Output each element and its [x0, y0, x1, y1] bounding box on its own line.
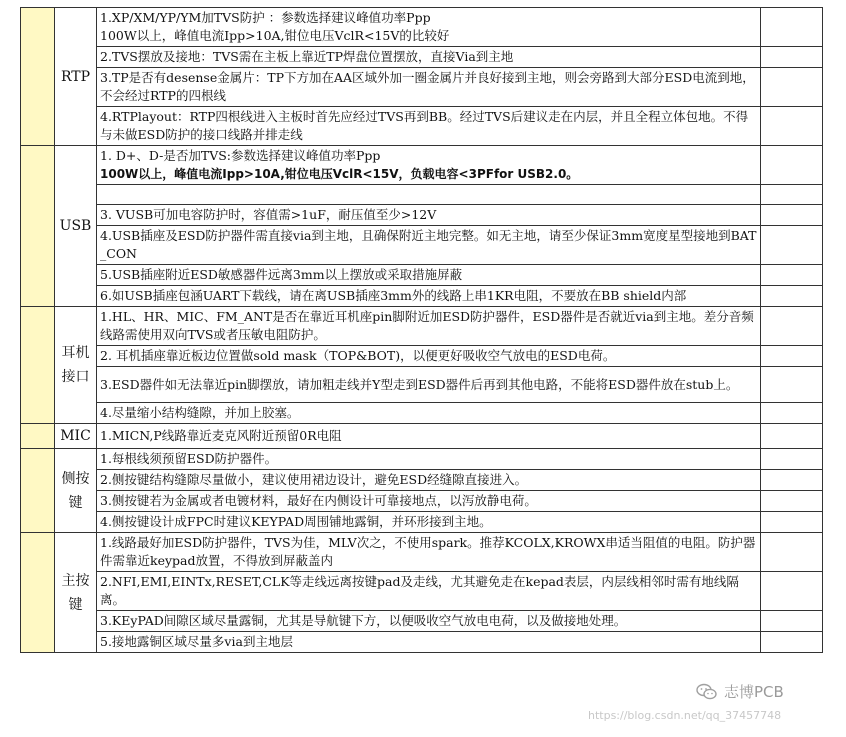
- table-row: [21, 107, 823, 146]
- checklist-item-empty: [97, 185, 761, 205]
- checklist-item: 3.侧按键若为金属或者电镀材料，最好在内侧设计可靠接地点，以泻放静电荷。: [97, 491, 761, 512]
- checklist-item: 3.KEyPAD间隙区域尽量露铜，尤其是导航键下方，以便吸收空气放电电荷，以及做接地处理。: [97, 611, 761, 632]
- checklist-item: 4.尽量缩小结构缝隙，并加上胶塞。: [97, 403, 761, 424]
- result-cell: [761, 107, 823, 146]
- checklist-item: 1.HL、HR、MIC、FM_ANT是否在靠近耳机座pin脚附近加ESD防护器件，ESD器件是否就近via到主地。差分音频线路需使用双向TVS或者压敏电阻防护。: [97, 307, 761, 346]
- result-cell: [761, 146, 823, 185]
- result-cell: [761, 491, 823, 512]
- table-row: [21, 47, 823, 68]
- table-row: [21, 424, 823, 449]
- category-usb: USB: [55, 146, 97, 307]
- watermark-logo: [696, 681, 784, 702]
- row-stripe: [21, 307, 55, 424]
- table-row: [21, 205, 823, 226]
- item-text: 1.XP/XM/YP/YM加TVS防护 ：参数选择建议峰值功率Ppp: [100, 10, 431, 25]
- checklist-item: 4.侧按键设计成FPC时建议KEYPAD周围铺地露铜，并环形接到主地。: [97, 512, 761, 533]
- table-row: [21, 403, 823, 424]
- result-cell: [761, 47, 823, 68]
- checklist-item: 3.TP是否有desense金属片：TP下方加在AA区域外加一圈金属片并良好接到主地，则会旁路到大部分ESD电流到地，不会经过RTP的四根线: [97, 68, 761, 107]
- result-cell: [761, 286, 823, 307]
- esd-checklist-table: [20, 7, 823, 653]
- result-cell: [761, 307, 823, 346]
- result-cell: [761, 205, 823, 226]
- checklist-item: 2.侧按键结构缝隙尽量做小，建议使用裙边设计，避免ESD经缝隙直接进入。: [97, 470, 761, 491]
- table-row: [21, 265, 823, 286]
- table-row: [21, 68, 823, 107]
- checklist-item: 2.TVS摆放及接地：TVS需在主板上靠近TP焊盘位置摆放，直接Via到主地: [97, 47, 761, 68]
- category-side-key: 侧按键: [55, 449, 97, 533]
- category-main-key: 主按键: [55, 533, 97, 653]
- row-stripe: [21, 424, 55, 449]
- result-cell: [761, 367, 823, 403]
- category-rtp: RTP: [55, 8, 97, 146]
- table-row: [21, 572, 823, 611]
- table-row: [21, 449, 823, 470]
- category-earphone: 耳机接口: [55, 307, 97, 424]
- checklist-item: 2.NFI,EMI,EINTx,RESET,CLK等走线远离按键pad及走线，尤其避免走在kepad表层，内层线相邻时需有地线隔离。: [97, 572, 761, 611]
- result-cell: [761, 185, 823, 205]
- checklist-item: 1.MICN,P线路靠近麦克风附近预留0R电阻: [97, 424, 761, 449]
- checklist-item: 5.接地露铜区域尽量多via到主地层: [97, 632, 761, 653]
- result-cell: [761, 68, 823, 107]
- result-cell: [761, 611, 823, 632]
- checklist-item: 4.USB插座及ESD防护器件需直接via到主地，且确保附近主地完整。如无主地，请至少保证3mm宽度星型接地到BAT_CON: [97, 226, 761, 265]
- row-stripe: [21, 533, 55, 653]
- result-cell: [761, 424, 823, 449]
- category-mic: MIC: [55, 424, 97, 449]
- table-row: [21, 146, 823, 185]
- checklist-item: 1.每根线须预留ESD防护器件。: [97, 449, 761, 470]
- watermark-logo-text: 志博PCB: [724, 683, 784, 701]
- result-cell: [761, 449, 823, 470]
- checklist-item: [97, 8, 761, 47]
- table-row: [21, 491, 823, 512]
- table-row: [21, 533, 823, 572]
- result-cell: [761, 403, 823, 424]
- wechat-icon: [696, 683, 718, 701]
- table-row: [21, 226, 823, 265]
- item-text: 100W以上，峰值电流Ipp>10A,钳位电压VclR<15V，负载电容<3PFfor USB2.0。: [100, 167, 579, 181]
- watermark-url: https://blog.csdn.net/qq_37457748: [588, 709, 782, 722]
- result-cell: [761, 346, 823, 367]
- row-stripe: [21, 8, 55, 146]
- result-cell: [761, 572, 823, 611]
- table-row: [21, 611, 823, 632]
- table-row: [21, 8, 823, 47]
- row-stripe: [21, 449, 55, 533]
- checklist-item: 5.USB插座附近ESD敏感器件远离3mm以上摆放或采取措施屏蔽: [97, 265, 761, 286]
- result-cell: [761, 533, 823, 572]
- table-row: [21, 512, 823, 533]
- row-stripe: [21, 146, 55, 307]
- table-row: [21, 286, 823, 307]
- table-row: [21, 185, 823, 205]
- checklist-item: 3.ESD器件如无法靠近pin脚摆放，请加粗走线并Y型走到ESD器件后再到其他电路，不能将ESD器件放在stub上。: [97, 367, 761, 403]
- result-cell: [761, 265, 823, 286]
- checklist-item: 2. 耳机插座靠近板边位置做sold mask（TOP&BOT)，以便更好吸收空气放电的ESD电荷。: [97, 346, 761, 367]
- table-row: [21, 307, 823, 346]
- item-text: 1. D+、D-是否加TVS:参数选择建议峰值功率Ppp: [100, 148, 381, 163]
- table-row: [21, 470, 823, 491]
- result-cell: [761, 632, 823, 653]
- result-cell: [761, 512, 823, 533]
- result-cell: [761, 8, 823, 47]
- checklist-item: 6.如USB插座包涵UART下载线，请在离USB插座3mm外的线路上串1KR电阻，不要放在BB shield内部: [97, 286, 761, 307]
- item-text: 100W以上，峰值电流Ipp>10A,钳位电压VclR<15V的比较好: [100, 28, 450, 43]
- table-row: [21, 632, 823, 653]
- checklist-item: 3. VUSB可加电容防护时，容值需>1uF，耐压值至少>12V: [97, 205, 761, 226]
- table-row: [21, 346, 823, 367]
- checklist-item: 1.线路最好加ESD防护器件，TVS为佳，MLV次之，不使用spark。推荐KCOLX,KROWX串适当阻值的电阻。防护器件需靠近keypad放置，不得放到屏蔽盖内: [97, 533, 761, 572]
- result-cell: [761, 470, 823, 491]
- result-cell: [761, 226, 823, 265]
- table-row: [21, 367, 823, 403]
- checklist-item: [97, 146, 761, 185]
- checklist-item: 4.RTPlayout：RTP四根线进入主板时首先应经过TVS再到BB。经过TVS后建议走在内层，并且全程立体包地。不得与未做ESD防护的接口线路并排走线: [97, 107, 761, 146]
